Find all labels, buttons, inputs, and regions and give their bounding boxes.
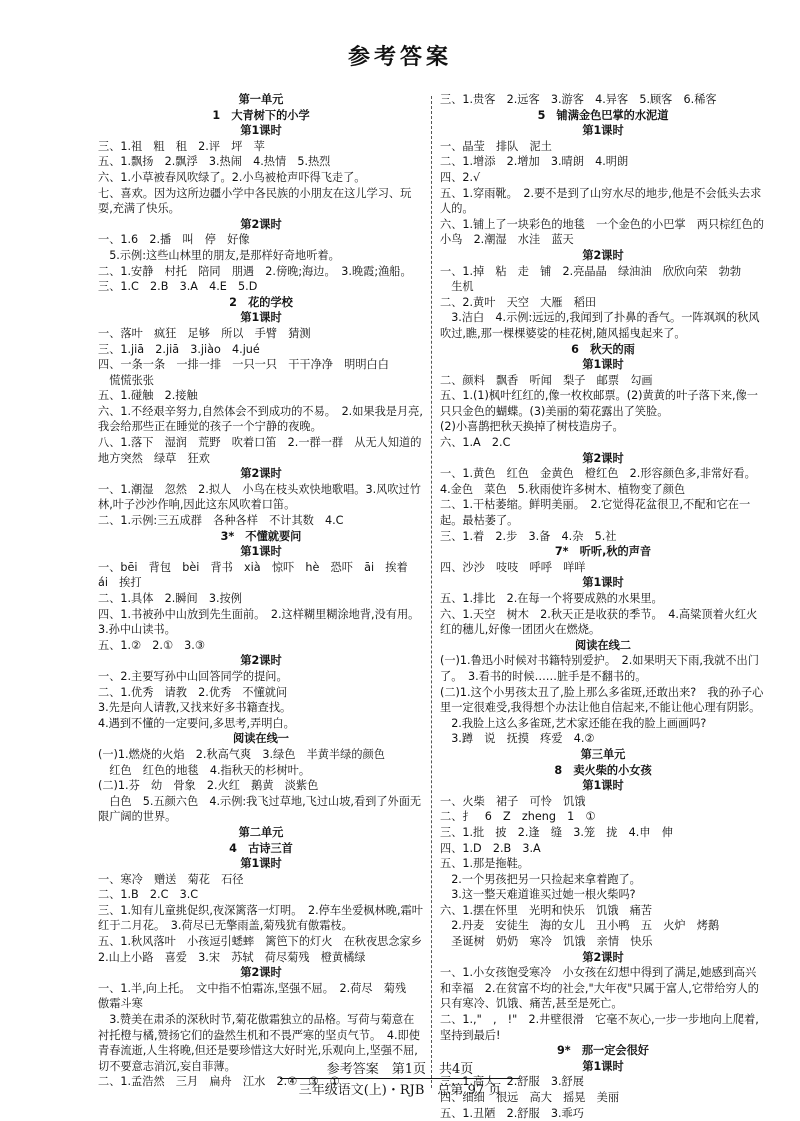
- answer-line: 三、1.着 2.步 3.备 4.杂 5.社: [440, 529, 617, 543]
- answer-line: 三、1.祖 粗 租 2.评 坪 苹: [98, 139, 265, 153]
- section-heading: 第1课时: [582, 358, 624, 372]
- answer-line: 二、颜料 飘香 听闻 梨子 邮票 勾画: [440, 373, 653, 387]
- answer-line: 3.先是向人请教,又找来好多书籍查找。: [98, 701, 292, 715]
- answer-line: 三、1.C 2.B 3.A 4.E 5.D: [98, 280, 258, 294]
- footer-book-label: 三年级语文(上)・RJB 总第 97 页: [298, 1083, 502, 1098]
- section-heading: 3* 不懂就要问: [220, 529, 302, 543]
- answer-line: 二、1.孟浩然 三月 扁舟 江水 2.④ ③ ①: [98, 1075, 340, 1089]
- answer-line: 五、1.丑陋 2.舒服 3.乖巧: [440, 1106, 584, 1120]
- answer-line: 五、1.碰触 2.接触: [98, 389, 198, 403]
- answer-line: 三、1.高大 2.舒服 3.舒展: [440, 1075, 584, 1089]
- section-heading: 第2课时: [582, 451, 624, 465]
- page-title: 参考答案: [347, 44, 452, 70]
- section-heading: 第三单元: [580, 747, 626, 761]
- section-heading: 第一单元: [238, 93, 284, 106]
- section-heading: 第2课时: [240, 966, 282, 980]
- answer-line: 二、1.干枯萎缩。鲜明美丽。 2.它觉得花盆很卫,不配和它在一起。最枯萎了。: [440, 498, 751, 528]
- section-heading: 第1课时: [582, 1059, 624, 1073]
- answer-line: (二)1.芬 幼 骨象 2.火红 鹅黄 淡紫色: [98, 779, 319, 793]
- answer-line: 一、1.潮湿 忽然 2.拟人 小鸟在枝头欢快地歌唱。3.风吹过竹林,叶子沙沙作响,因此这东风吹着口笛。: [98, 482, 421, 512]
- answer-line: 二、1.安静 村托 陪同 朋遇 2.傍晚;海边。 3.晚霞;渔船。: [98, 264, 412, 278]
- answer-line: 三、1.批 披 2.逢 缝 3.笼 拢 4.申 伸: [440, 825, 673, 839]
- footer-rule: [280, 1078, 520, 1079]
- answer-line: 三、1.知有儿童挑促织,夜深篱落一灯明。 2.停车坐爱枫林晚,霜叶红于二月花。 3.荷尽已无擎雨盖,菊残犹有傲霜枝。: [98, 903, 423, 933]
- answer-line: 生机: [440, 280, 474, 294]
- answer-line: 白色 5.五颜六色 4.示例:我飞过草地,飞过山坡,看到了外面无限广阔的世界。: [98, 794, 422, 824]
- section-heading: 1 大青树下的小学: [212, 108, 310, 122]
- section-heading: 第1课时: [240, 311, 282, 325]
- answer-line: 二、2.黄叶 天空 大雁 稻田: [440, 295, 597, 309]
- answer-line: 圣诞树 奶奶 寒冷 饥饿 亲情 快乐: [440, 935, 653, 949]
- section-heading: 第1课时: [240, 857, 282, 871]
- answer-line: 四、1.D 2.B 3.A: [440, 841, 541, 855]
- section-heading: 9* 那一定会很好: [557, 1044, 649, 1058]
- footer-book-info: [0, 1078, 800, 1098]
- answer-line: 四、沙沙 吱吱 呼呼 咩咩: [440, 560, 586, 574]
- answer-line: 2.一个男孩把另一只捡起来拿着跑了。: [440, 872, 641, 886]
- section-heading: 第1课时: [582, 779, 624, 793]
- footer-page-info: 参考答案 第1页 共4页: [326, 1062, 474, 1077]
- section-heading: 第1课时: [582, 576, 624, 590]
- section-heading: 第2课时: [240, 654, 282, 668]
- answer-line: 二、1.具体 2.瞬间 3.按例: [98, 592, 242, 605]
- answer-line: 二、1.示例:三五成群 各种各样 不计其数 4.C: [98, 514, 344, 528]
- answer-line: 六、1.小草被春风吹绿了。2.小鸟被枪声吓得飞走了。: [98, 170, 366, 184]
- section-heading: 第2课时: [240, 467, 282, 481]
- answer-line: 五、1.② 2.① 3.③: [98, 638, 205, 652]
- left-column: [98, 92, 434, 1090]
- section-heading: 2 花的学校: [229, 295, 293, 309]
- answer-line: 五、1.飘扬 2.飘浮 3.热闹 4.热情 5.热烈: [98, 155, 331, 169]
- answer-line: (一)1.鲁迅小时候对书籍特别爱护。 2.如果明天下雨,我就不出门了。 3.看书的时候……脏手是不翻书的。: [440, 654, 759, 683]
- answer-line: 二、1.优秀 请教 2.优秀 不懂就问: [98, 685, 288, 699]
- answer-line: 二、1.," , !" 2.井壁很滑 它毫不灰心,一步一步地向上爬着,坚持到最后!: [440, 1013, 759, 1042]
- section-heading: 第1课时: [240, 545, 282, 559]
- section-heading: 阅读在线一: [233, 732, 289, 746]
- answer-line: 3.这一整天难道谁买过她一根火柴吗?: [440, 888, 636, 902]
- answer-line: 一、1.半,向上托。 文中指不怕霜冻,坚强不屈。 2.荷尽 菊残 傲霜斗寒: [98, 981, 418, 1011]
- answer-line: (一)1.燃烧的火焰 2.秋高气爽 3.绿色 半黄半绿的颜色: [98, 747, 385, 761]
- answer-line: 五、1.那是拖鞋。: [440, 857, 529, 871]
- answer-line: 二、扌 6 Z zheng 1 ①: [440, 810, 596, 824]
- answer-line: 3.蹲 说 抚摸 疼爱 4.②: [440, 732, 595, 746]
- answer-line: 四、1.书被孙中山放到先生面前。 2.这样糊里糊涂地背,没有用。 3.孙中山读书。: [98, 607, 425, 637]
- answer-line: 2.丹麦 安徒生 海的女儿 丑小鸭 五 火炉 烤鹅: [440, 919, 720, 933]
- answer-line: 一、晶莹 排队 泥土: [440, 139, 552, 153]
- section-heading: 第1课时: [240, 124, 282, 138]
- answer-line: 八、1.落下 湿润 荒野 吹着口笛 2.一群一群 从无人知道的地方突然 绿草 狂欢: [98, 436, 422, 465]
- answer-line: 三、1.jiā 2.jiā 3.jiào 4.jué: [98, 342, 260, 356]
- answer-line: 一、1.掉 粘 走 铺 2.亮晶晶 绿油油 欣欣向荣 勃勃: [440, 264, 742, 278]
- section-heading: 7* 听听,秋的声音: [554, 545, 652, 559]
- answer-line: 六、1.不经艰辛努力,自然体会不到成功的不易。 2.如果我是月亮,我会给那些正在睡觉的孩子一个宁静的夜晚。: [98, 404, 423, 434]
- section-heading: 第2课时: [240, 217, 282, 231]
- answer-line: 一、1.6 2.播 叫 停 好像: [98, 233, 250, 247]
- answer-line: 三、1.贵客 2.远客 3.游客 4.异客 5.顾客 6.稀客: [440, 93, 717, 106]
- answer-line: 红色 红色的地毯 4.指秋天的杉树叶。: [98, 763, 311, 777]
- answer-line: 四、一条一条 一排一排 一只一只 干干净净 明明白白: [98, 358, 389, 372]
- section-heading: 第2课时: [582, 950, 624, 964]
- answer-line: 慌慌张张: [98, 373, 154, 387]
- column-divider: [431, 96, 432, 1088]
- section-heading: 第1课时: [582, 124, 624, 138]
- answer-line: 一、寒冷 赠送 菊花 石径: [98, 872, 244, 886]
- section-heading: 5 铺满金色巴掌的水泥道: [537, 108, 669, 122]
- answer-line: 四、2.√: [440, 170, 481, 184]
- answer-line: 一、bēi 背包 bèi 背书 xià 惊吓 hè 恐吓 āi 挨着 ái 挨打: [98, 560, 419, 590]
- answer-line: 五、1.穿雨靴。 2.要不是到了山穷水尽的地步,他是不会低头去求人的。: [440, 186, 762, 216]
- answer-line: 一、2.主要写孙中山回答同学的提问。: [98, 669, 288, 683]
- answer-line: 五、1.排比 2.在每一个将要成熟的水果里。: [440, 592, 663, 605]
- answer-line: 一、1.小女孩饱受寒冷 小女孩在幻想中得到了满足,她感到高兴和幸福 2.在贫富不均的社会,"大年夜"只属于富人,它带给穷人的只有寒冷、饥饿、痛苦,甚至是死亡。: [440, 966, 759, 1011]
- right-column: [440, 92, 766, 1121]
- answer-line: 二、1.B 2.C 3.C: [98, 888, 199, 902]
- section-heading: 第2课时: [582, 248, 624, 262]
- answer-line: 4.遇到不懂的一定要问,多思考,弄明白。: [98, 716, 295, 730]
- answer-line: 六、1.天空 树木 2.秋天正是收获的季节。 4.高粱顶着火红火红的穗儿,好像一团团火在燃烧。: [440, 607, 758, 637]
- section-heading: 第二单元: [238, 825, 284, 839]
- answer-line: 一、1.黄色 红色 金黄色 橙红色 2.形容颜色多,非常好看。 4.金色 菜色 5.秋雨使许多树木、植物变了颜色: [440, 467, 762, 496]
- answer-line: 四、细细 很远 高大 摇晃 美丽: [440, 1091, 620, 1104]
- answer-line: 六、1.铺上了一块彩色的地毯 一个金色的小巴掌 两只棕红色的小鸟 2.潮湿 水洼 蓝天: [440, 217, 764, 247]
- answer-line: (二)1.这个小男孩太丑了,脸上那么多雀斑,还敢出来? 我的孙子心里一定很难受,我得想个办法让他自信起来,不能让他心理有阴影。: [440, 685, 764, 715]
- answer-line: 二、1.增添 2.增加 3.晴朗 4.明朗: [440, 155, 629, 169]
- answer-line: 3.洁白 4.示例:远远的,我闻到了扑鼻的香气。一阵飒飒的秋风吹过,瞧,那一棵棵婆娑的桂花树,随风摇曳起来了。: [440, 311, 760, 340]
- answer-line: 一、落叶 疯狂 足够 所以 手臂 猜测: [98, 326, 311, 340]
- answer-line: 2.我脸上这么多雀斑,艺术家还能在我的脸上画画吗?: [440, 716, 707, 730]
- section-heading: 8 卖火柴的小女孩: [554, 763, 652, 777]
- answer-line: 六、1.A 2.C: [440, 436, 511, 450]
- answer-line: 七、喜欢。因为这所边疆小学中各民族的小朋友在这儿学习、玩耍,充满了快乐。: [98, 186, 412, 216]
- answer-line: 五、1.(1)枫叶红红的,像一枚枚邮票。(2)黄黄的叶子落下来,像一只只金色的蝴蝶。(3)美丽的菊花露出了笑脸。: [440, 389, 758, 418]
- section-heading: 4 古诗三首: [229, 841, 293, 855]
- section-heading: 6 秋天的雨: [571, 342, 635, 356]
- answer-line: 3.赞美在肃杀的深秋时节,菊花傲霜独立的品格。写荷与菊意在衬托橙与橘,赞扬它们的盎然生机和不畏严寒的坚贞气节。 4.即使青春流逝,人生将晚,但还是要珍惜这大好时光,乐观向上,坚强不屈,切不要意志消沉,妄自菲薄。: [98, 1013, 420, 1073]
- answer-line: 一、火柴 裙子 可怜 饥饿: [440, 794, 586, 808]
- answer-line: 5.示例:这些山林里的朋友,是那样好奇地听着。: [98, 248, 340, 262]
- answer-line: (2)小喜鹊把秋天换掉了树枝造房子。: [440, 420, 624, 434]
- section-heading: 阅读在线二: [575, 638, 631, 652]
- answer-line: 五、1.秋风落叶 小孩逗引蟋蟀 篱笆下的灯火 在秋夜思念家乡 2.山上小路 喜爱 3.宋 苏轼 荷尽菊残 橙黄橘绿: [98, 935, 434, 964]
- answer-line: 六、1.摆在怀里 光明和快乐 饥饿 痛苦: [440, 903, 653, 917]
